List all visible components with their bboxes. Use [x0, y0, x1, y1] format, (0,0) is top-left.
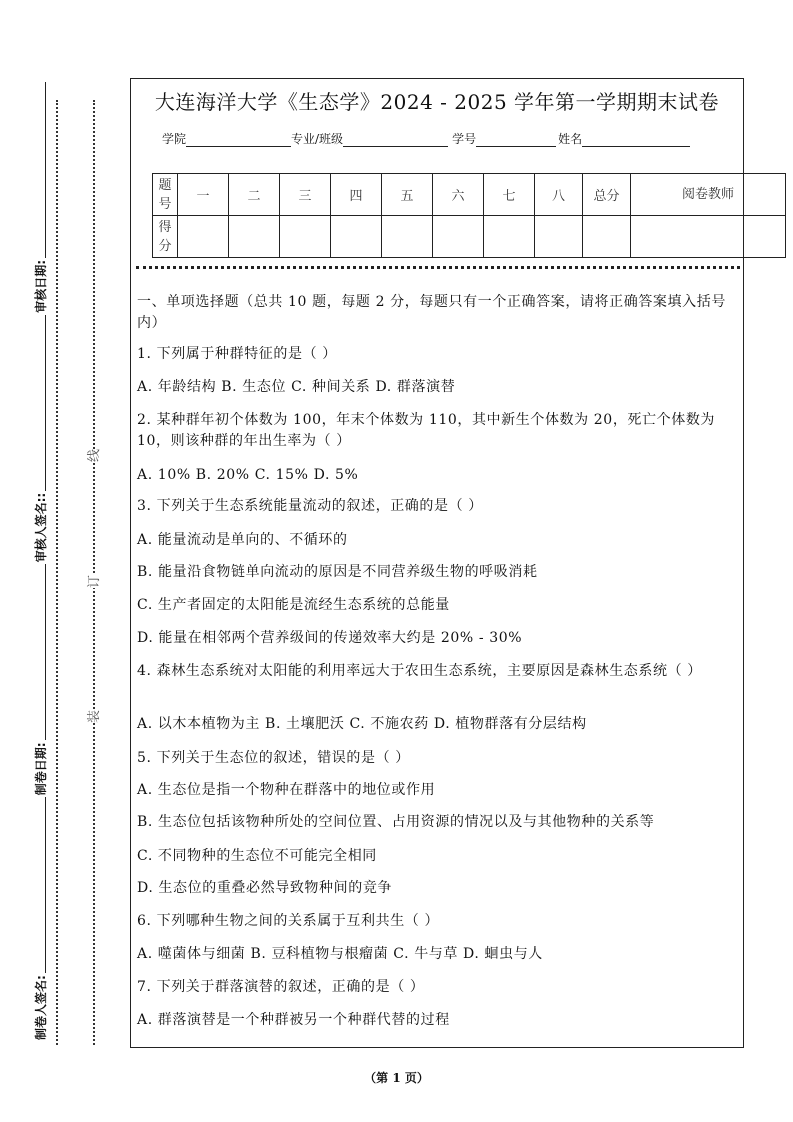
score-cell[interactable]	[583, 216, 631, 258]
score-cell[interactable]	[178, 216, 229, 258]
seal-char-mount: 装	[83, 710, 102, 723]
seal-char-line: 线	[83, 449, 102, 462]
major-field[interactable]	[343, 132, 448, 147]
binding-dotted-line	[56, 100, 58, 1045]
student-info	[162, 130, 690, 147]
question-stem: 3. 下列关于生态系统能量流动的叙述，正确的是（ ）	[137, 498, 483, 514]
table-cell: 八	[535, 174, 583, 216]
seal-dotted-line	[93, 100, 95, 1045]
binding-signature-strip	[30, 80, 50, 1040]
answer-options: B. 能量沿食物链单向流动的原因是不同营养级生物的呼吸消耗	[137, 564, 538, 580]
answer-options: A. 年龄结构 B. 生态位 C. 种间关系 D. 群落演替	[137, 379, 456, 395]
table-row	[153, 216, 786, 258]
college-field[interactable]	[186, 132, 291, 147]
name-label: 姓名	[558, 132, 583, 146]
exam-title: 大连海洋大学《生态学》2024 - 2025 学年第一学期期末试卷	[154, 90, 720, 114]
table-cell: 总分	[583, 174, 631, 216]
score-table	[152, 173, 786, 258]
table-cell: 三	[280, 174, 331, 216]
answer-options: A. 10% B. 20% C. 15% D. 5%	[137, 467, 359, 483]
setter-signature-line	[35, 797, 46, 973]
reviewer-signature-label: 审核人签名::	[33, 492, 48, 563]
score-cell[interactable]	[631, 216, 786, 258]
score-cell[interactable]	[382, 216, 433, 258]
score-cell[interactable]	[535, 216, 583, 258]
setter-date-line	[35, 564, 46, 740]
table-cell: 四	[331, 174, 382, 216]
answer-options: B. 生态位包括该物种所处的空间位置、占用资源的情况以及与其他物种的关系等	[137, 814, 655, 830]
answer-options: C. 生产者固定的太阳能是流经生态系统的总能量	[137, 597, 450, 613]
answer-options: A. 群落演替是一个种群被另一个种群代替的过程	[137, 1012, 450, 1028]
table-row	[153, 174, 786, 216]
setter-date-label: 制卷日期:	[33, 742, 48, 796]
question-stem: 2. 某种群年初个体数为 100，年末个体数为 110，其中新生个体数为 20，死亡个体数为 10，则该种群的年出生率为（ ）	[137, 412, 716, 449]
table-cell: 二	[229, 174, 280, 216]
setter-signature-label: 制卷人签名:	[33, 975, 48, 1040]
score-cell[interactable]	[280, 216, 331, 258]
student-id-label: 学号	[452, 132, 477, 146]
answer-options: A. 以木本植物为主 B. 土壤肥沃 C. 不施农药 D. 植物群落有分层结构	[137, 716, 587, 732]
student-id-field[interactable]	[476, 132, 556, 147]
seal-char-bind: 订	[83, 575, 102, 588]
question-stem: 1. 下列属于种群特征的是（ ）	[137, 346, 337, 362]
reviewer-signature-line	[35, 315, 46, 491]
review-date-label: 审核日期:	[33, 260, 48, 313]
section-heading: 一、单项选择题（总共 10 题，每题 2 分，每题只有一个正确答案，请将正确答案填入括号内）	[137, 294, 726, 331]
table-cell: 阅卷教师	[631, 174, 786, 216]
name-field[interactable]	[582, 132, 690, 147]
answer-options: D. 生态位的重叠必然导致物种间的竞争	[137, 880, 393, 896]
question-stem: 4. 森林生态系统对太阳能的利用率远大于农田生态系统，主要原因是森林生态系统（ ）	[137, 663, 702, 679]
answer-options: D. 能量在相邻两个营养级间的传递效率大约是 20% - 30%	[137, 630, 523, 646]
question-stem: 6. 下列哪种生物之间的关系属于互利共生（ ）	[137, 913, 440, 929]
question-stem: 5. 下列关于生态位的叙述，错误的是（ ）	[137, 750, 410, 766]
college-label: 学院	[162, 132, 187, 146]
answer-options: A. 能量流动是单向的、不循环的	[137, 532, 348, 548]
table-cell: 七	[484, 174, 535, 216]
answer-options: A. 生态位是指一个物种在群落中的地位或作用	[137, 782, 436, 798]
section-divider	[136, 266, 740, 269]
score-cell[interactable]	[331, 216, 382, 258]
answer-options: A. 噬菌体与细菌 B. 豆科植物与根瘤菌 C. 牛与草 D. 蛔虫与人	[137, 946, 543, 962]
question-stem: 7. 下列关于群落演替的叙述，正确的是（ ）	[137, 979, 425, 995]
score-cell[interactable]	[433, 216, 484, 258]
page-number: （第 1 页）	[364, 1071, 429, 1085]
table-cell: 题号	[153, 174, 178, 216]
score-cell[interactable]	[229, 216, 280, 258]
score-cell[interactable]	[484, 216, 535, 258]
table-cell: 得分	[153, 216, 178, 258]
major-label: 专业/班级	[291, 132, 344, 146]
table-cell: 六	[433, 174, 484, 216]
table-cell: 五	[382, 174, 433, 216]
answer-options: C. 不同物种的生态位不可能完全相同	[137, 848, 377, 864]
table-cell: 一	[178, 174, 229, 216]
review-date-line	[35, 82, 46, 258]
